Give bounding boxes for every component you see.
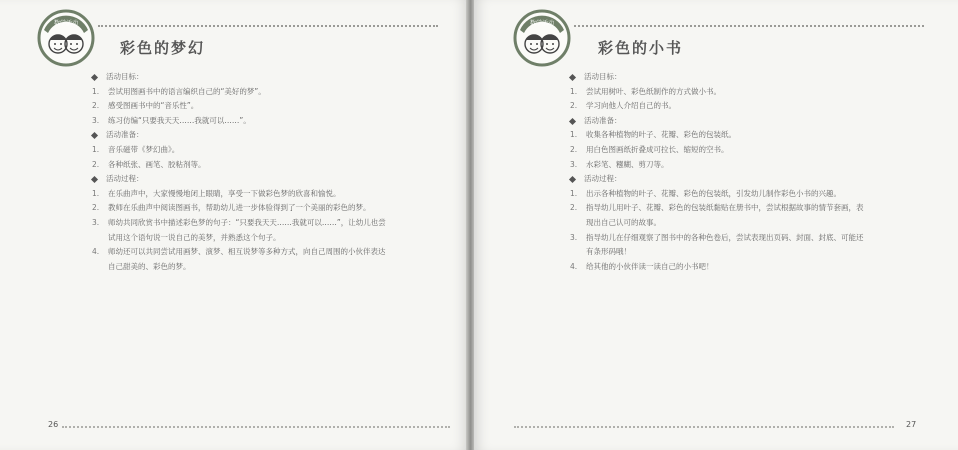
right-page [474,0,958,450]
section-heading-text: 活动目标： [106,72,144,81]
item-text: 出示各种植物的叶子、花瓣、彩色的包装纸，引发幼儿制作彩色小书的兴趣。 [586,188,841,198]
section-heading [92,172,392,187]
section-heading [570,70,870,85]
diamond-bullet-icon [569,176,576,183]
item-text: 学习向他人介绍自己的书。 [586,101,676,111]
badge-label: 数学活动 [529,20,555,27]
item-text: 水彩笔、糨糊、剪刀等。 [586,159,669,169]
item-text: 尝试用图画书中的语言编织自己的“美好的梦”。 [108,86,266,96]
item-number: 1. [92,144,100,154]
badge-label: 数学活动 [53,20,79,27]
list-item [92,201,392,216]
list-item [570,158,870,173]
diamond-bullet-icon [91,176,98,183]
lesson-content [92,70,392,274]
item-text: 音乐磁带《梦幻曲》。 [108,144,180,154]
section-heading [92,70,392,85]
item-text: 各种纸张、画笔、胶粘剂等。 [108,159,206,169]
diamond-bullet-icon [569,74,576,81]
item-text: 练习仿编“只要我天天……我就可以……”。 [108,115,251,125]
diamond-bullet-icon [91,74,98,81]
item-number: 1. [92,86,100,96]
item-number: 2. [92,101,100,111]
header-divider [98,25,438,27]
page-title: 彩色的小书 [598,39,684,57]
item-number: 1. [570,86,578,96]
list-item [92,143,392,158]
item-text: 收集各种植物的叶子、花瓣、彩色的包装纸。 [586,130,736,140]
item-number: 1. [570,130,578,140]
section-heading-text: 活动准备： [106,130,144,140]
header-divider [574,25,924,27]
diamond-bullet-icon [569,118,576,125]
list-item [92,245,392,274]
item-text: 指导幼儿在仔细观察了图书中的各种色卷后，尝试表现出页码、封面、封底、可能还有条形码哦！ [586,232,864,257]
list-item [570,260,870,275]
item-number: 2. [570,144,578,154]
item-number: 1. [92,188,100,198]
list-item [92,158,392,173]
item-text: 用白色图画纸折叠成可拉长、缩短的空书。 [586,144,729,154]
list-item [92,85,392,100]
list-item [570,85,870,100]
item-text: 教师在乐曲声中阅读图画书，帮助幼儿进一步体验得到了一个美丽的彩色的梦。 [108,203,371,213]
lesson-content [570,70,870,274]
list-item [92,187,392,202]
item-number: 3. [92,115,100,125]
item-text: 感受图画书中的“音乐性”。 [108,101,199,111]
section-heading [92,128,392,143]
item-text: 在乐曲声中，大家慢慢地闭上眼睛，享受一下做彩色梦的欣喜和愉悦。 [108,188,341,198]
page-number: 26 [48,420,59,429]
list-item [92,114,392,129]
section-heading-text: 活动过程： [106,174,144,184]
footer-divider [62,426,450,428]
list-item [92,99,392,114]
item-number: 3. [570,232,578,242]
section-heading-text: 活动目标： [584,72,622,81]
diamond-bullet-icon [91,132,98,139]
footer-divider [514,426,894,428]
item-text: 尝试用树叶、彩色纸制作的方式做小书。 [586,86,721,96]
item-text: 指导幼儿用叶子、花瓣、彩色的包装纸黏贴在册书中，尝试根据故事的情节套画，表现出自己认可的故事。 [586,203,864,227]
item-number: 2. [570,101,578,111]
section-heading [570,114,870,129]
item-number: 4. [92,247,100,257]
list-item [570,128,870,143]
list-item [570,99,870,114]
item-number: 2. [92,159,100,169]
section-heading-text: 活动过程： [584,174,622,184]
item-text: 给其他的小伙伴读一读自己的小书吧！ [586,261,714,271]
item-number: 1. [570,188,578,198]
item-number: 4. [570,261,578,271]
page-title: 彩色的梦幻 [120,39,206,57]
list-item [570,231,870,260]
list-item [570,187,870,202]
item-text: 师幼还可以共同尝试用画梦、演梦、相互说梦等多种方式，向自己周围的小伙伴表达自己甜美的、彩色的梦。 [108,247,386,271]
activity-badge-icon [512,8,572,68]
activity-badge-icon [36,8,96,68]
section-heading-text: 活动准备： [584,115,622,125]
section-heading [570,172,870,187]
list-item [570,201,870,230]
item-text: 师幼共同欣赏书中描述彩色梦的句子：“只要我天天……我就可以……”，让幼儿也尝试用这个语句说一说自己的美梦，并熟悉这个句子。 [108,217,386,242]
page-number: 27 [906,420,917,429]
list-item [92,216,392,245]
item-number: 3. [570,159,578,169]
left-page [0,0,468,450]
item-number: 2. [92,203,100,213]
list-item [570,143,870,158]
item-number: 2. [570,203,578,213]
item-number: 3. [92,217,100,227]
